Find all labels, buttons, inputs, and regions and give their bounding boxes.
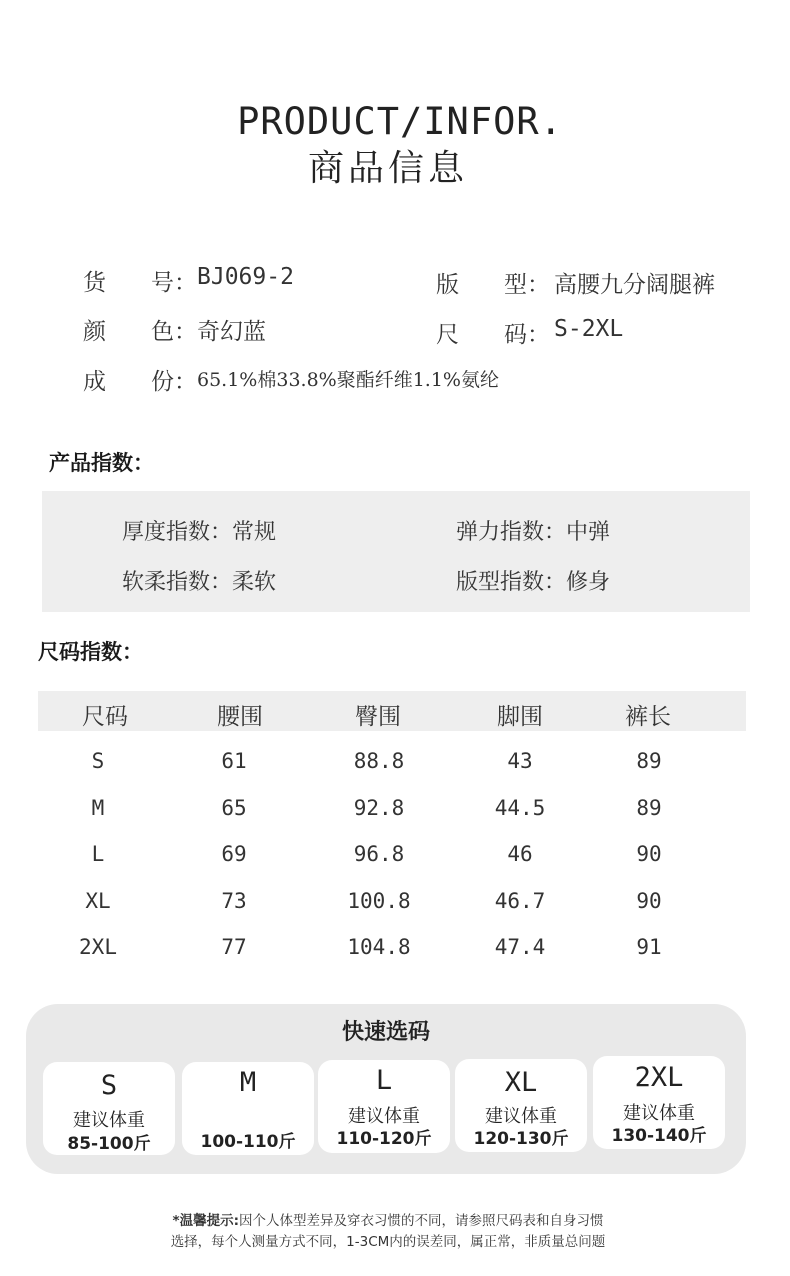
table-cell: 90	[636, 842, 662, 866]
size-card-xl[interactable]	[455, 1059, 587, 1152]
card-label: 建议体重	[348, 1106, 420, 1127]
size-range-value: S-2XL	[554, 316, 624, 342]
table-cell: 96.8	[353, 842, 405, 866]
card-weight: 120-130斤	[473, 1129, 569, 1149]
size-card-m[interactable]	[182, 1062, 314, 1155]
card-label: 建议体重	[623, 1103, 695, 1124]
table-cell: 65	[221, 796, 247, 820]
table-cell: 77	[221, 935, 247, 959]
card-weight: 110-120斤	[336, 1129, 432, 1149]
tip-line-2: 选择，每个人测量方式不同，1-3CM内的误差同，属正常，非质量总问题	[170, 1234, 606, 1250]
header-size: 尺码	[82, 704, 128, 730]
table-cell: 44.5	[494, 796, 546, 820]
table-cell: 88.8	[353, 749, 405, 773]
index-elasticity: 弹力指数：中弹	[456, 520, 611, 545]
table-cell: L	[91, 842, 105, 866]
table-cell: 92.8	[353, 796, 405, 820]
card-weight: 100-110斤	[200, 1132, 296, 1152]
table-cell: 89	[636, 796, 662, 820]
tip-prefix: *温馨提示:	[172, 1213, 239, 1229]
table-cell: 2XL	[79, 935, 117, 959]
table-cell: 69	[221, 842, 247, 866]
card-weight: 130-140斤	[611, 1126, 707, 1146]
table-cell: 104.8	[347, 935, 411, 959]
table-cell: 89	[636, 749, 662, 773]
card-label: 建议体重	[485, 1106, 557, 1127]
index-thickness: 厚度指数：常规	[122, 520, 277, 545]
index-softness: 软柔指数：柔软	[122, 570, 277, 595]
table-cell: 43	[507, 749, 533, 773]
size-card-2xl[interactable]	[593, 1056, 725, 1149]
table-cell: 73	[221, 889, 247, 913]
index-fit: 版型指数：修身	[456, 570, 611, 595]
card-size: L	[375, 1065, 393, 1096]
header-hem: 脚围	[497, 704, 543, 730]
table-cell: 90	[636, 889, 662, 913]
size-index-title: 尺码指数：	[38, 640, 143, 664]
tip-line-1: *温馨提示:因个人体型差异及穿衣习惯的不同，请参照尺码表和自身习惯	[172, 1213, 604, 1229]
quick-size-title: 快速选码	[341, 1020, 430, 1045]
card-size: 2XL	[634, 1062, 684, 1093]
item-no-value: BJ069-2	[197, 264, 294, 290]
title-english: PRODUCT/INFOR.	[237, 100, 563, 143]
fit-value: 高腰九分阔腿裤	[554, 272, 715, 298]
size-card-l[interactable]	[318, 1060, 450, 1153]
product-index-title: 产品指数：	[49, 451, 154, 475]
card-size: M	[239, 1067, 257, 1098]
header-hip: 臀围	[355, 704, 401, 730]
table-cell: XL	[85, 889, 111, 913]
table-cell: 47.4	[494, 935, 546, 959]
card-size: S	[100, 1070, 118, 1101]
table-cell: 46	[507, 842, 533, 866]
table-cell: M	[91, 796, 105, 820]
table-cell: 91	[636, 935, 662, 959]
title-chinese: 商品信息	[307, 148, 468, 189]
header-length: 裤长	[625, 704, 671, 730]
card-size: XL	[504, 1067, 538, 1098]
table-cell: S	[91, 749, 105, 773]
color-value: 奇幻蓝	[197, 319, 266, 345]
header-waist: 腰围	[217, 704, 263, 730]
card-weight: 85-100斤	[67, 1134, 151, 1154]
table-cell: 46.7	[494, 889, 546, 913]
table-cell: 100.8	[347, 889, 411, 913]
composition-value: 65.1%棉33.8%聚酯纤维1.1%氨纶	[197, 369, 499, 391]
table-cell: 61	[221, 749, 247, 773]
size-card-s[interactable]	[43, 1062, 175, 1155]
card-label: 建议体重	[73, 1110, 145, 1131]
